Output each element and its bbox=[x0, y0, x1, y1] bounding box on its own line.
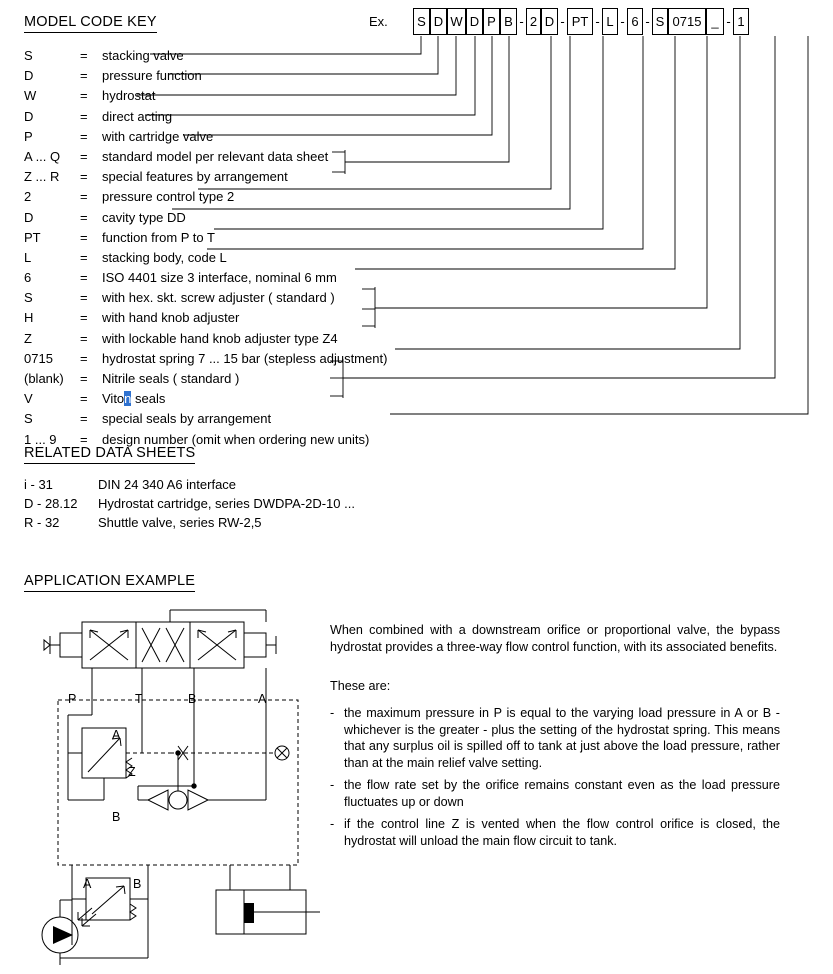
key-description: hydrostat bbox=[102, 88, 156, 104]
schematic-label: Z bbox=[128, 765, 136, 779]
related-row bbox=[24, 515, 444, 533]
code-box: 1 bbox=[733, 8, 749, 35]
key-equals: = bbox=[80, 108, 88, 124]
key-description: design number (omit when ordering new units) bbox=[102, 431, 370, 447]
related-code: D - 28.12 bbox=[24, 496, 78, 511]
key-equals: = bbox=[80, 128, 88, 144]
schematic-label: T bbox=[135, 692, 143, 706]
key-symbol: D bbox=[24, 108, 34, 124]
key-equals: = bbox=[80, 148, 88, 164]
key-equals: = bbox=[80, 48, 88, 63]
application-bullet bbox=[330, 777, 780, 810]
key-description: special seals by arrangement bbox=[102, 411, 272, 427]
key-description: special features by arrangement bbox=[102, 169, 288, 185]
code-separator: - bbox=[620, 14, 625, 29]
code-box: P bbox=[483, 8, 500, 35]
key-description: with cartridge valve bbox=[102, 128, 214, 144]
key-description: cavity type DD bbox=[102, 209, 186, 225]
code-box: D bbox=[466, 8, 483, 35]
key-symbol: D bbox=[24, 68, 34, 84]
schematic-label: A bbox=[258, 692, 267, 706]
application-bullet bbox=[330, 705, 780, 771]
code-box: D bbox=[430, 8, 447, 35]
key-description: with hand knob adjuster bbox=[102, 310, 240, 326]
bullet-text: if the control line Z is vented when the flow control orifice is closed, the hydrostat will unload the main flow circuit to tank. bbox=[344, 817, 780, 848]
example-label: Ex. bbox=[369, 14, 388, 29]
key-symbol: L bbox=[24, 249, 32, 265]
key-description: function from P to T bbox=[102, 229, 215, 245]
key-equals: = bbox=[80, 391, 88, 407]
key-description: ISO 4401 size 3 interface, nominal 6 mm bbox=[102, 270, 337, 286]
key-symbol: Z bbox=[24, 330, 32, 346]
key-equals: = bbox=[80, 68, 88, 84]
schematic-label: P bbox=[68, 692, 77, 706]
code-box: W bbox=[447, 8, 466, 35]
key-symbol: (blank) bbox=[24, 371, 64, 386]
code-separator: - bbox=[519, 14, 524, 29]
circuit-svg bbox=[20, 600, 330, 965]
key-equals: = bbox=[80, 88, 88, 104]
code-box: PT bbox=[567, 8, 593, 35]
related-row bbox=[24, 496, 444, 514]
code-separator: - bbox=[595, 14, 600, 29]
related-code: i - 31 bbox=[24, 477, 53, 492]
bullet-dash: - bbox=[330, 778, 335, 792]
code-box: 2 bbox=[526, 8, 541, 35]
key-symbol: 2 bbox=[24, 189, 32, 205]
key-description: stacking body, code L bbox=[102, 249, 227, 265]
code-separator: - bbox=[560, 14, 565, 29]
key-description: Viton seals bbox=[102, 391, 166, 407]
code-box: L bbox=[602, 8, 618, 35]
key-equals: = bbox=[80, 229, 88, 245]
bullet-dash: - bbox=[330, 706, 335, 720]
key-equals: = bbox=[80, 431, 88, 447]
code-separator: - bbox=[726, 14, 731, 29]
hydraulic-circuit-diagram bbox=[20, 600, 330, 965]
key-description: Nitrile seals ( standard ) bbox=[102, 371, 240, 386]
key-symbol: V bbox=[24, 391, 33, 407]
key-symbol: 0715 bbox=[24, 350, 53, 366]
key-description: with lockable hand knob adjuster type Z4 bbox=[102, 330, 338, 346]
key-symbol: D bbox=[24, 209, 34, 225]
key-equals: = bbox=[80, 411, 88, 427]
code-box: _ bbox=[706, 8, 724, 35]
key-equals: = bbox=[80, 310, 88, 326]
key-symbol: S bbox=[24, 290, 33, 306]
key-equals: = bbox=[80, 330, 88, 346]
key-symbol: PT bbox=[24, 229, 41, 245]
key-symbol: W bbox=[24, 88, 37, 104]
key-symbol: H bbox=[24, 310, 34, 326]
key-equals: = bbox=[80, 189, 88, 205]
section-title-related-data-sheets: RELATED DATA SHEETS bbox=[24, 445, 195, 464]
schematic-label: A bbox=[112, 728, 121, 742]
key-equals: = bbox=[80, 270, 88, 286]
key-symbol: 6 bbox=[24, 270, 32, 286]
key-symbol: S bbox=[24, 48, 33, 63]
application-bullet bbox=[330, 816, 780, 849]
schematic-label: B bbox=[188, 692, 197, 706]
code-separator: - bbox=[645, 14, 650, 29]
related-desc: DIN 24 340 A6 interface bbox=[98, 477, 237, 492]
schematic-label: A bbox=[83, 877, 92, 891]
key-description: pressure control type 2 bbox=[102, 189, 235, 205]
key-equals: = bbox=[80, 350, 88, 366]
application-paragraph: When combined with a downstream orifice or proportional valve, the bypass hydrostat provides a three-way flow control function, with its associated benefits. bbox=[330, 623, 780, 654]
schematic-label: B bbox=[112, 810, 121, 824]
bullet-text: the flow rate set by the orifice remains constant even as the load pressure fluctuates up or down bbox=[344, 778, 780, 809]
schematic-label: B bbox=[133, 877, 142, 891]
code-box: D bbox=[541, 8, 558, 35]
key-equals: = bbox=[80, 169, 88, 185]
bullet-text: the maximum pressure in P is equal to the varying load pressure in A or B - whichever is the greater - plus the setting of the hydrostat spring. This means that any surplus oil is spilled off to tank at just above the load pressure, rather than at the main relief valve setting. bbox=[344, 706, 780, 770]
key-symbol: S bbox=[24, 411, 33, 427]
code-box: S bbox=[652, 8, 668, 35]
section-title-application-example: APPLICATION EXAMPLE bbox=[24, 573, 195, 592]
key-symbol: A ... Q bbox=[24, 148, 61, 164]
related-desc: Hydrostat cartridge, series DWDPA-2D-10 ... bbox=[98, 496, 355, 511]
code-box: S bbox=[413, 8, 430, 35]
key-description: stacking valve bbox=[102, 48, 184, 63]
related-desc: Shuttle valve, series RW-2,5 bbox=[98, 515, 262, 530]
code-box: B bbox=[500, 8, 517, 35]
key-equals: = bbox=[80, 290, 88, 306]
bullet-dash: - bbox=[330, 817, 335, 831]
key-symbol: Z ... R bbox=[24, 169, 60, 185]
related-row bbox=[24, 477, 444, 495]
code-box: 0715 bbox=[668, 8, 706, 35]
application-paragraph: These are: bbox=[330, 679, 391, 693]
key-symbol: 1 ... 9 bbox=[24, 431, 57, 447]
key-description: pressure function bbox=[102, 68, 202, 84]
key-description: hydrostat spring 7 ... 15 bar (stepless adjustment) bbox=[102, 350, 388, 366]
key-description: standard model per relevant data sheet bbox=[102, 148, 329, 164]
key-symbol: P bbox=[24, 128, 33, 144]
key-equals: = bbox=[80, 249, 88, 265]
page-title-model-code-key: MODEL CODE KEY bbox=[24, 14, 157, 33]
related-code: R - 32 bbox=[24, 515, 60, 530]
key-description: direct acting bbox=[102, 108, 173, 124]
key-description: with hex. skt. screw adjuster ( standard ) bbox=[102, 290, 335, 306]
key-equals: = bbox=[80, 209, 88, 225]
key-equals: = bbox=[80, 371, 88, 386]
code-box: 6 bbox=[627, 8, 643, 35]
